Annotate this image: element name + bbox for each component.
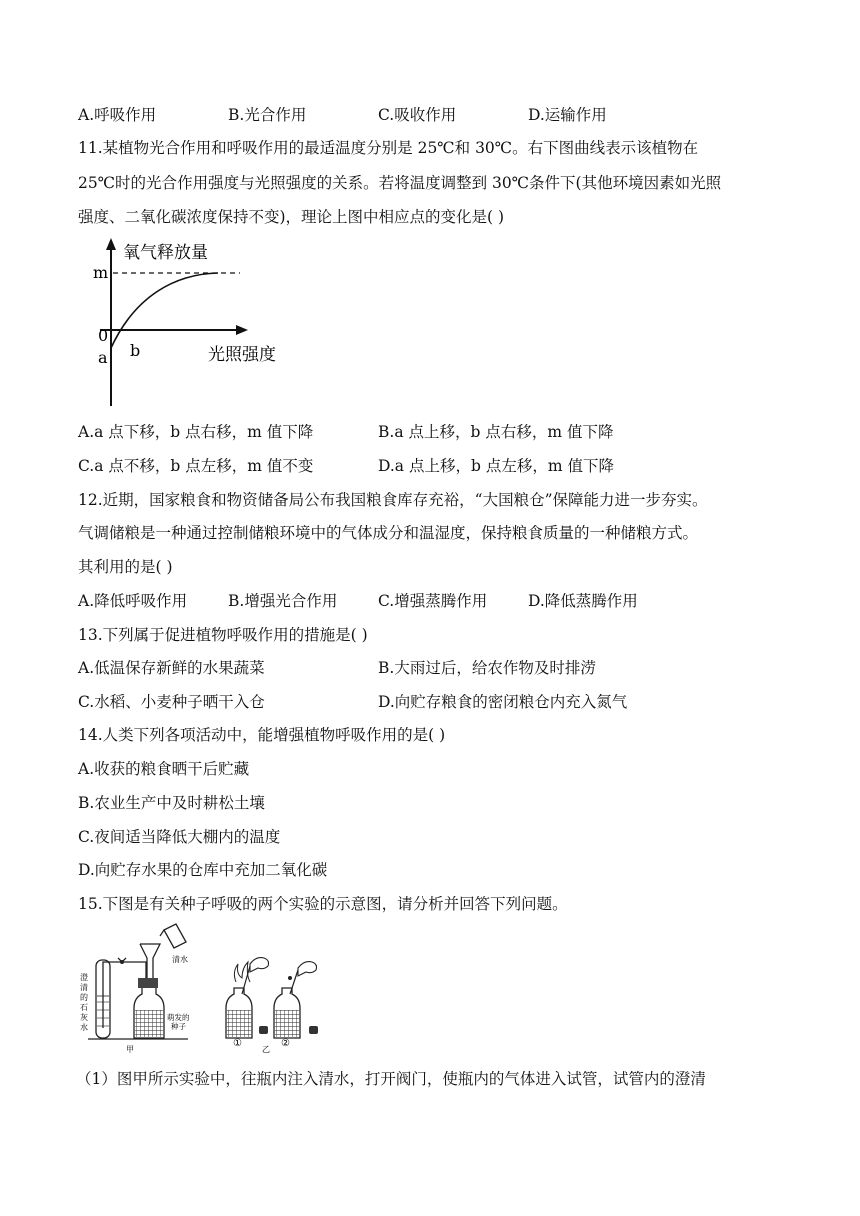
q12-stem-line1: 12.近期，国家粮食和物资储备局公布我国粮食库存充裕，“大国粮仓”保障能力进一步夯实。 [78, 491, 708, 509]
q15-jia-apparatus [80, 924, 190, 1054]
q12-stem-line3: 其利用的是( ) [78, 558, 173, 576]
q11-stem-line3: 强度、二氧化碳浓度保持不变)，理论上图中相应点的变化是( ) [78, 208, 505, 226]
q11-graph-zero-label: 0 [98, 326, 109, 345]
label-1: ① [233, 1038, 242, 1049]
label-water: 清水 [172, 955, 188, 964]
q13-option-a: A.低温保存新鲜的水果蔬菜 [78, 659, 265, 677]
q12-option-a: A.降低呼吸作用 [78, 592, 188, 610]
q14-option-b: B.农业生产中及时耕松土壤 [78, 794, 265, 812]
q10-option-d: D.运输作用 [528, 106, 607, 124]
q11-graph [90, 236, 320, 408]
germinating-seeds [135, 1010, 163, 1037]
label-2: ② [281, 1038, 290, 1049]
jar-2-seeds [275, 1010, 299, 1037]
label-jia: 甲 [126, 1045, 134, 1054]
q12-stem-line2: 气调储粮是一种通过控制储粮环境中的气体成分和温湿度，保持粮食质量的一种储粮方式。 [78, 524, 699, 542]
jar-1-lid [259, 1026, 268, 1034]
hand-icon [250, 958, 269, 972]
flame-icon [234, 962, 250, 982]
label-lime-1: 澄 [80, 973, 88, 982]
jar-1-seeds [227, 1010, 251, 1037]
q13-option-d: D.向贮存粮食的密闭粮仓内充入氮气 [378, 693, 628, 711]
q12-option-c: C.增强蒸腾作用 [378, 592, 488, 610]
hand-icon [298, 962, 317, 976]
beaker-icon [160, 924, 186, 948]
bottle-stopper [138, 978, 158, 988]
q11-graph-a-label: a [98, 348, 108, 367]
q11-option-c: C.a 点不移，b 点左移，m 值不变 [78, 457, 314, 475]
valve-icon [118, 958, 126, 964]
jar-2-lid [309, 1026, 318, 1034]
q14-option-c: C.夜间适当降低大棚内的温度 [78, 828, 281, 846]
q11-graph-ylabel: 氧气释放量 [123, 243, 208, 263]
q11-option-a: A.a 点下移，b 点右移，m 值下降 [78, 423, 314, 441]
q10-option-c: C.吸收作用 [378, 106, 457, 124]
q11-graph-m-label: m [93, 263, 109, 282]
label-seeds-1: 萌发的 [167, 1013, 190, 1022]
label-lime-4: 石 [80, 1003, 88, 1012]
q14-stem: 14.人类下列各项活动中，能增强植物呼吸作用的是( ) [78, 726, 446, 744]
label-lime-3: 的 [80, 993, 88, 1002]
q11-stem-line2: 25℃时的光合作用强度与光照强度的关系。若将温度调整到 30℃条件下(其他环境因素如光照 [78, 174, 722, 192]
label-lime-5: 灰 [80, 1013, 88, 1022]
q11-curve [111, 273, 218, 348]
q10-option-b: B.光合作用 [228, 106, 307, 124]
q13-option-b: B.大雨过后，给农作物及时排涝 [378, 659, 596, 677]
q11-option-b: B.a 点上移，b 点右移，m 值下降 [378, 423, 614, 441]
q15-sub1: （1）图甲所示实验中，往瓶内注入清水，打开阀门，使瓶内的气体进入试管，试管内的澄清 [76, 1070, 706, 1088]
q10-option-a: A.呼吸作用 [78, 106, 157, 124]
label-seeds-2: 种子 [171, 1022, 186, 1031]
q14-option-d: D.向贮存水果的仓库中充加二氧化碳 [78, 861, 328, 879]
q12-option-d: D.降低蒸腾作用 [528, 592, 638, 610]
q15-experiment-figure [76, 922, 338, 1056]
q11-x-arrow [236, 325, 248, 335]
label-yi: 乙 [262, 1045, 270, 1054]
q13-option-c: C.水稻、小麦种子晒干入仓 [78, 693, 265, 711]
q15-stem: 15.下图是有关种子呼吸的两个实验的示意图，请分析并回答下列问题。 [78, 895, 568, 913]
q11-option-d: D.a 点上移，b 点左移，m 值下降 [378, 457, 614, 475]
q11-y-arrow [106, 238, 116, 250]
q12-option-b: B.增强光合作用 [228, 592, 338, 610]
q13-stem: 13.下列属于促进植物呼吸作用的措施是( ) [78, 626, 368, 644]
q11-stem-line1: 11.某植物光合作用和呼吸作用的最适温度分别是 25℃和 30℃。右下图曲线表示该植物在 [78, 139, 699, 157]
label-lime-6: 水 [80, 1023, 88, 1032]
q11-graph-xlabel: 光照强度 [208, 345, 276, 365]
q14-option-a: A.收获的粮食晒干后贮藏 [78, 760, 250, 778]
q15-yi-apparatus [226, 958, 318, 1054]
q11-graph-b-label: b [130, 341, 141, 360]
label-lime-2: 清 [80, 983, 88, 992]
